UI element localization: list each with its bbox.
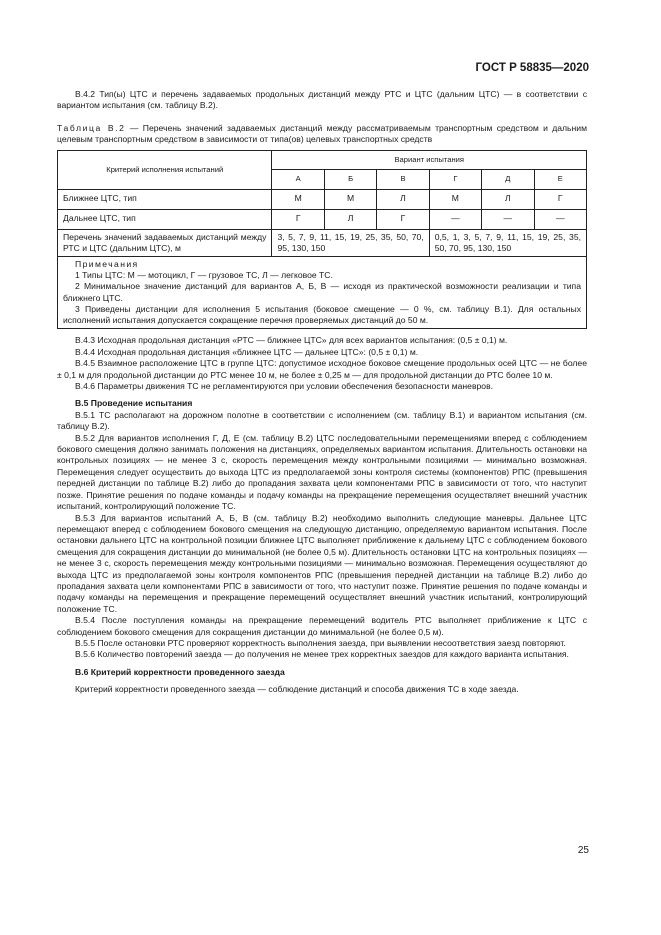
paragraph-b-6: Критерий корректности проведенного заезда — соблюдение дистанций и способа движения ТС в ходе заезда. [75,684,519,695]
row-label: Ближнее ЦТС, тип [58,189,272,209]
variant-cell: Д [482,169,534,189]
document-body [57,89,587,696]
page-number: 25 [577,845,589,856]
table-cell: 3, 5, 7, 9, 11, 15, 19, 25, 35, 50, 70, 95, 130, 150 [272,229,429,256]
row-label: Перечень значений задаваемых дистанций между РТС и ЦТС (дальним ЦТС), м [58,229,272,256]
paragraph-b-5-2: В.5.2 Для вариантов исполнения Г, Д, Е (см. таблицу В.2) ЦТС последовательными перемещениями вперед с соблюдением бокового смещения должно занимать положения на дистанциях, определяемых вариантом испытания. Длительность остановки на контрольных позициях — не менее 3 с, скорость перемещения между контрольными позициями — минимально возможная. Перемещения следует осуществить до выхода ЦТС из предполагаемой зоны контроля системы (компонентов) РПС (превышения передней дистанции по таблице В.2) либо до пропадания захвата цели компонентами РПС в зависимости от того, что наступит позже. Принятие решения по подаче команды и подачу команды на прекращение перемещения осуществляет внешний участник испытаний, контролирующий положение ТС. [57,432,587,512]
note-3: 3 Приведены дистанции для исполнения 5 испытания (боковое смещение — 0 %, см. таблицу В.1). Для остальных исполнений испытания допускается сокращение перечня проверяемых дистанций до 50 м. [63,303,581,326]
criterion-header: Критерий исполнения испытаний [58,150,272,189]
table-row [58,229,587,256]
paragraph-b-4-4: В.4.4 Исходная продольная дистанция «ближнее ЦТС — дальнее ЦТС»: (0,5 ± 0,1) м. [75,346,419,357]
note-2: 2 Минимальное значение дистанций для вариантов А, Б, В — исходя из практической возможности реализации и типа ближнего ЦТС. [63,281,581,303]
table-notes-row [58,256,587,329]
row-label: Дальнее ЦТС, тип [58,209,272,229]
table-cell: — [482,209,534,229]
table-caption-label: Таблица В.2 [57,122,126,133]
table-b2 [57,150,587,330]
paragraph-b-5-1: В.5.1 ТС располагают на дорожном полотне в соответствии с исполнением (см. таблицу В.1) и вариантом испытания (см. таблицу В.2). [57,409,587,432]
table-header-row [58,150,587,169]
variant-header: Вариант испытания [272,150,587,169]
table-cell: М [429,189,481,209]
table-cell: Г [534,189,587,209]
table-cell: — [534,209,587,229]
section-heading-b-6: В.6 Критерий корректности проведенного заезда [75,666,285,677]
standard-number: ГОСТ Р 58835—2020 [475,62,589,74]
table-cell: Л [377,189,429,209]
notes-title: Примечания [75,258,139,269]
variant-cell: Г [429,169,481,189]
table-row [58,209,587,229]
table-cell: Г [377,209,429,229]
table-cell: М [324,189,376,209]
paragraph-b-4-3: В.4.3 Исходная продольная дистанция «РТС — ближнее ЦТС» для всех вариантов испытания: (0,5 ± 0,1) м. [75,335,508,346]
table-cell: Л [324,209,376,229]
table-cell: Л [482,189,534,209]
variant-cell: А [272,169,324,189]
table-caption [57,123,587,146]
paragraph-b-5-5: В.5.5 После остановки РТС проверяют корректность выполнения заезда, при выявлении несоответствия заезд повторяют. [75,637,566,648]
paragraph-b-5-4: В.5.4 После поступления команды на прекращение перемещений водитель РТС выполняет приближение к ЦТС с соблюдением бокового смещения для сокращения дистанции до минимальной (не более 0,5 м). [57,615,587,637]
note-1: 1 Типы ЦТС: М — мотоцикл, Г — грузовое ТС, Л — легковое ТС. [75,269,333,280]
paragraph-b-4-5: В.4.5 Взаимное расположение ЦТС в группе ЦТС: допустимое исходное боковое смещение продольных осей ЦТС — не более ± 0,1 м для продольной дистанции до РТС менее 10 м, не более ± 0,25 м — для продольной дистанции до РТС более 10 м. [57,358,587,380]
section-heading-b-5: В.5 Проведение испытания [75,398,193,409]
table-notes [58,256,587,329]
table-cell: — [429,209,481,229]
variant-cell: Б [324,169,376,189]
paragraph-b-5-6: В.5.6 Количество повторений заезда — до получения не менее трех корректных заездов для каждого варианта испытания. [75,649,569,660]
variant-cell: Е [534,169,587,189]
variant-cell: В [377,169,429,189]
table-row [58,189,587,209]
table-cell: 0,5, 1, 3, 5, 7, 9, 11, 15, 19, 25, 35, 50, 70, 95, 130, 150 [429,229,586,256]
paragraph-b-5-3: В.5.3 Для вариантов испытаний А, Б, В (см. таблицу В.2) необходимо выполнить следующие маневры. Дальнее ЦТС перемещают вперед с соблюдением бокового смещения на следующую дистанцию, определяемую вариантом испытания. После остановки дальнего ЦТС на контрольной позиции ближнее ЦТС выполняет приближение к дальнему ЦТС с соблюдением бокового смещения для сокращения дистанции до минимальной (не более 0,5 м). Длительность остановки ЦТС на контрольных позициях — не менее 3 с, скорость перемещения между контрольными позициями — минимально возможная. Перемещения осуществляют до выхода ЦТС из предполагаемой зоны контроля компонентов РПС (превышения передней дистанции на таблице В.2) либо до пропадания захвата цели компонентами РПС в зависимости от того, что наступит позже. Принятие решения по подаче команды и подачу команды на перемещения и прекращение перемещений осуществляет внешний участник испытаний, контролирующий положение ТС. [57,512,587,614]
paragraph-b-4-6: В.4.6 Параметры движения ТС не регламентируются при условии обеспечения безопасности маневров. [75,381,494,392]
table-cell: М [272,189,324,209]
table-cell: Г [272,209,324,229]
paragraph-b-4-2: В.4.2 Тип(ы) ЦТС и перечень задаваемых продольных дистанций между РТС и ЦТС (дальним ЦТС) — в соответствии с вариантом испытания (см. таблицу В.2). [57,89,587,111]
table-caption-text: — Перечень значений задаваемых дистанций между рассматриваемым транспортным средством и дальним целевым транспортным средством в зависимости от типа(ов) целевых транспортных средств [57,122,587,145]
